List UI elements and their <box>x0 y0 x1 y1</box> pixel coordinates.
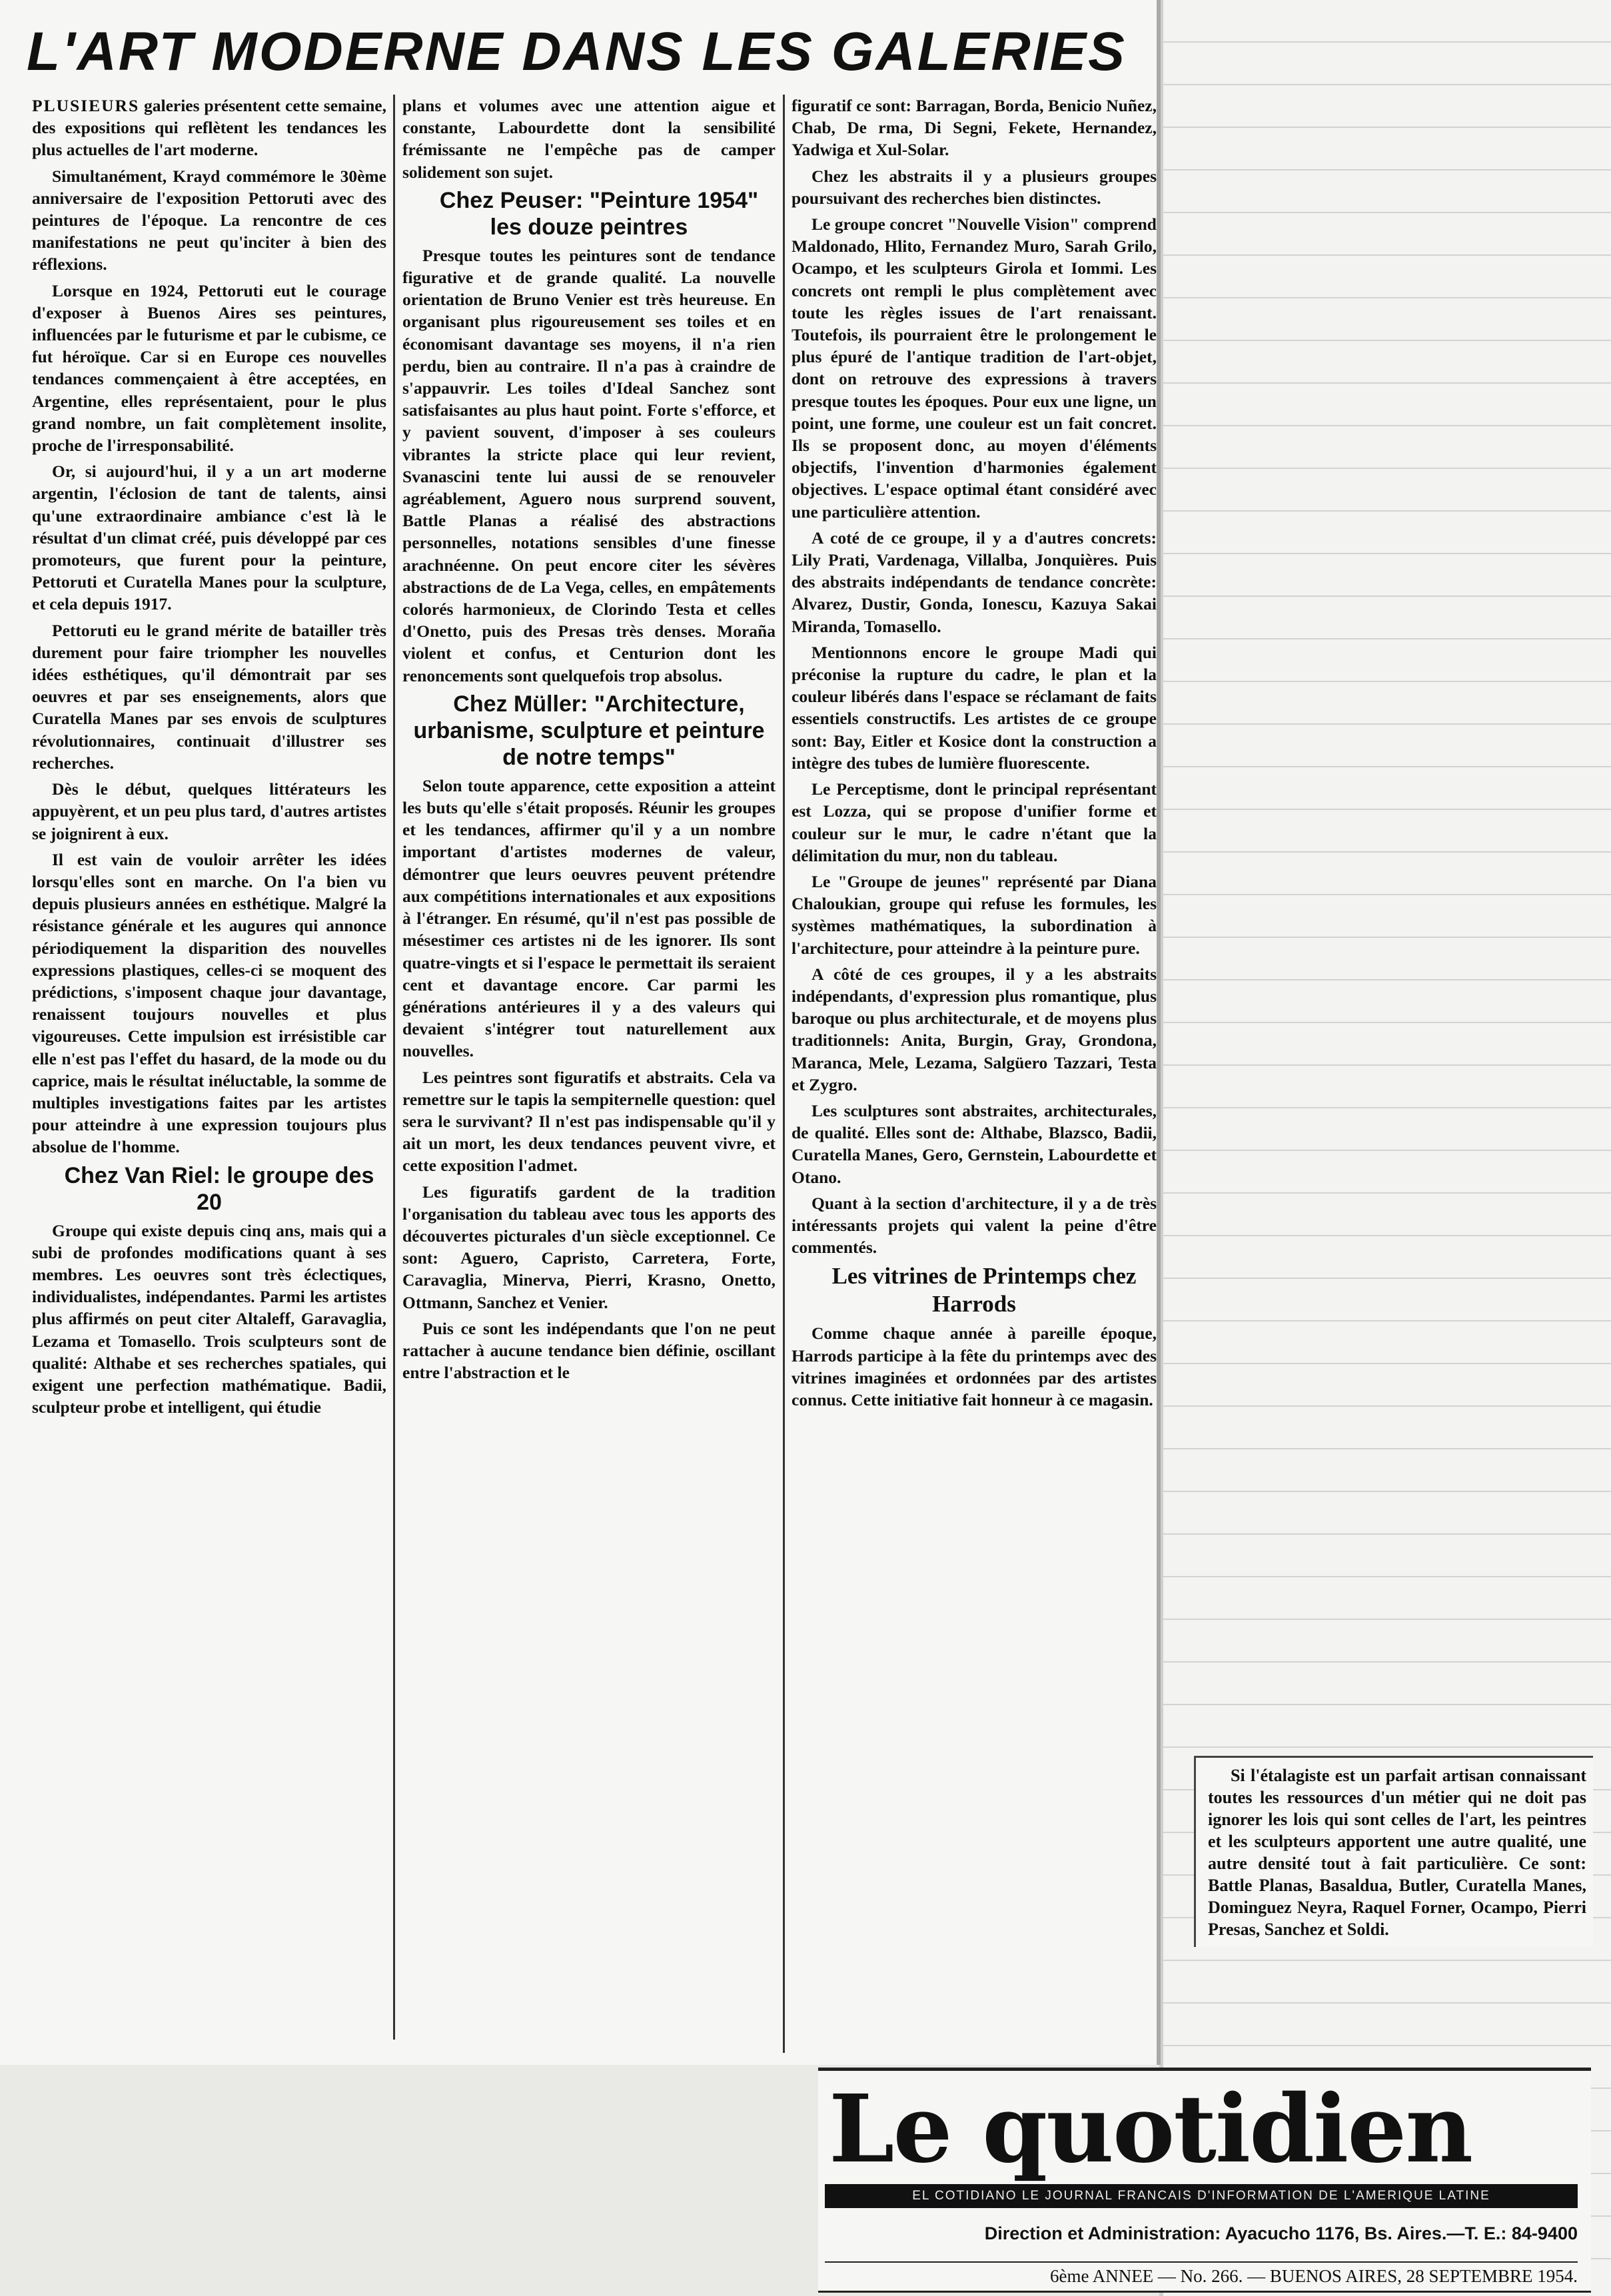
lead-paragraph <box>32 95 386 161</box>
paragraph: Puis ce sont les indépendants que l'on ne peut rattacher à aucune tendance bien définie, oscillant entre l'abstraction et le <box>402 1318 776 1383</box>
paragraph: A coté de ce groupe, il y a d'autres concrets: Lily Prati, Vardenaga, Villalba, Jonquières. Puis des abstraits indépendants de tendance concrète: Alvarez, Dustir, Gonda, Ionescu, Kazuya Sakai Miranda, Tomasello. <box>792 528 1157 636</box>
paragraph: Selon toute apparence, cette exposition a atteint les buts qu'elle s'était proposés. Réunir les groupes et les tendances, affirmer qu'il y a un nombre important d'artistes modernes de valeur, démontrer que leurs oeuvres peuvent prétendre aux compétitions internationales et aux expositions à l'étranger. En résumé, qu'il n'est pas possible de mésestimer ces artistes ni de les ignorer. Ils sont quatre-vingts et si l'espace le permettait ils seraient cent et davantage encore. Car parmi les générations antérieures il y a des valeurs qui devaient s'intégrer tout naturellement aux nouvelles. <box>402 775 776 1061</box>
article-headline: L'ART MODERNE DANS LES GALERIES <box>27 21 1127 82</box>
paragraph: figuratif ce sont: Barragan, Borda, Benicio Nuñez, Chab, De rma, Di Segni, Fekete, Hernandez, Yadwiga et Xul-Solar. <box>792 96 1157 160</box>
paragraph: Les figuratifs gardent de la tradition l'organisation du tableau avec tous les apports des découvertes picturales d'un siècle exceptionnel. Ce sont: Aguero, Capristo, Carretera, Forte, Caravaglia, Minerva, Pierri, Krasno, Onetto, Ottmann, Sanchez et Venier. <box>402 1182 776 1312</box>
paragraph: Dès le début, quelques littérateurs les appuyèrent, et un peu plus tard, d'autres artistes se joignirent à eux. <box>32 779 386 843</box>
column-rule <box>783 95 785 2053</box>
paragraph: Les sculptures sont abstraites, architecturales, de qualité. Elles sont de: Althabe, Blazsco, Badii, Curatella Manes, Gero, Gernstein, Labourdette et Otano. <box>792 1100 1157 1187</box>
paragraph: Chez les abstraits il y a plusieurs groupes poursuivant des recherches bien distinctes. <box>792 166 1157 208</box>
paragraph: Il est vain de vouloir arrêter les idées lorsqu'elles sont en marche. On l'a bien vu depuis plusieurs années en esthétique. Malgré la résistance générale et les augures qui annonce périodiquement la disparition des nouvelles expressions plastiques, celles-ci se moquent des prédictions, s'imposent chaque jour davantage, renaissent toujours nouvelles et plus vigoureuses. Cette impulsion est irrésistible car elle n'est pas l'effet du hasard, de la mode ou du caprice, mais le résultat inéluctable, la somme de multiples investigations faites par les artistes pour atteindre à une expression toujours plus absolue de l'homme. <box>32 849 386 1157</box>
article-column-3 <box>792 95 1157 1415</box>
paragraph: plans et volumes avec une attention aigue et constante, Labourdette dont la sensibilité frémissante ne l'empêche pas de camper solidement son sujet. <box>402 96 776 182</box>
masthead-issue-date: 6ème ANNEE — No. 266. — BUENOS AIRES, 28 SEPTEMBRE 1954. <box>825 2261 1578 2289</box>
paragraph: Presque toutes les peintures sont de tendance figurative et de grande qualité. La nouvelle orientation de Bruno Venier est très heureuse. En organisant plus rigoureusement ses toiles et en économisant davantage ses moyens, il n'a rien perdu, bien au contraire. Il n'a pas à craindre de s'appauvrir. Les toiles d'Ideal Sanchez sont satisfaisantes au plus haut point. Forte s'efforce, et y pavient souvent, d'imposer à ses couleurs vibrantes la stricte place qui leur revient, Svanascini tente lui aussi de se renouveler agréablement, Aguero nous surprend souvent, Battle Planas a réalisé des abstractions personnelles, notations sensibles d'une finesse arachnéenne. On peut encore citer les sévères abstractions de de La Vega, celles, en empâtements colorés harmonieux, de Clorindo Testa et celles d'Onetto, puis des Presas très denses. Moraña violent et confus, et Centurion dont les renoncements sont quelquefois trop absolus. <box>402 245 776 685</box>
column-rule <box>393 95 395 2040</box>
paragraph: Or, si aujourd'hui, il y a un art moderne argentin, l'éclosion de tant de talents, ainsi qu'une extraordinaire ambiance c'est là le résultat d'un climat créé, puis développé par ces promoteurs, que furent pour la peinture, Pettoruti et Curatella Manes pour la sculpture, et cela depuis 1917. <box>32 462 386 614</box>
newspaper-masthead <box>818 2068 1591 2293</box>
article-column-1 <box>32 95 386 1422</box>
lead-paragraph-2: Simultanément, Krayd commémore le 30ème anniversaire de l'exposition Pettoruti avec des peintures de l'époque. La rencontre de ces manifestations ne peut qu'inciter à bien des réflexions. <box>32 166 386 274</box>
clipping-edge <box>1157 0 1161 2065</box>
masthead-tagline: EL COTIDIANO LE JOURNAL FRANCAIS D'INFORMATION DE L'AMERIQUE LATINE <box>825 2184 1578 2208</box>
paragraph: Pettoruti eu le grand mérite de batailler très durement pour faire triompher les nouvelles idées esthétiques, qu'il démontrait par ses oeuvres et par ses enseignements, alors que Curatella Manes par ses envois de sculptures révolutionnaires, continuait d'illustrer ses recherches. <box>32 620 386 773</box>
section-heading: Chez Van Riel: le groupe des 20 <box>64 1162 374 1215</box>
paragraph: Quant à la section d'architecture, il y a de très intéressants projets qui valent la peine d'être commentés. <box>792 1193 1157 1258</box>
masthead-title: Le quotidien <box>829 2075 1472 2184</box>
paragraph: Mentionnons encore le groupe Madi qui préconise la rupture du cadre, le plan et la couleur libérés dans l'espace se réclamant de faits essentiels constructifs. Les artistes de ce groupe sont: Bay, Eitler et Kosice dont la construction a intègre des tubes de lumière fluorescente. <box>792 642 1157 773</box>
lead-text: galeries présentent cette semaine, des expositions qui reflètent les tendances les plus actuelles de l'art moderne. <box>32 96 386 160</box>
article-column-2 <box>402 95 776 1387</box>
paragraph: Le Perceptisme, dont le principal représentant est Lozza, qui se propose d'unifier forme et couleur sur le mur, le cadre n'étant que la délimitation du mur, non du tableau. <box>792 779 1157 865</box>
section-heading: Chez Peuser: "Peinture 1954" les douze peintres <box>439 187 759 240</box>
section-heading: Les vitrines de Printemps chez Harrods <box>831 1263 1137 1318</box>
paragraph: Les peintres sont figuratifs et abstraits. Cela va remettre sur le tapis la sempiternelle question: quel sera le survivant? Il n'est pas indispensable qu'il y ait un mort, les deux tendances peuvent vivre, et cette exposition l'admet. <box>402 1067 776 1176</box>
boxed-paragraph: Si l'étalagiste est un parfait artisan connaissant toutes les ressources d'un métier qui ne doit pas ignorer les lois qui sont celles de l'art, les peintres et les sculpteurs apportent une autre qualité, une autre densité tout à fait particulière. Ce sont: Battle Planas, Basaldua, Butler, Curatella Manes, Dominguez Neyra, Raquel Forner, Ocampo, Pierri Presas, Sanchez et Soldi. <box>1208 1766 1586 1939</box>
masthead-address: Direction et Administration: Ayacucho 1176, Bs. Aires.—T. E.: 84-9400 <box>984 2223 1578 2243</box>
paragraph: Le "Groupe de jeunes" représenté par Diana Chaloukian, groupe qui refuse les formules, les systèmes mathématiques, la subordination à l'architecture, pour atteindre à la peinture pure. <box>792 871 1157 958</box>
paragraph: A côté de ces groupes, il y a les abstraits indépendants, d'expression plus romantique, plus baroque ou plus architecturale, et de moyens plus traditionnels: Anita, Burgin, Gray, Grondona, Maranca, Mele, Lezama, Salgüero Tazzari, Testa et Zygro. <box>792 964 1157 1094</box>
notebook-paper <box>1159 0 1611 2296</box>
paragraph: Comme chaque année à pareille époque, Harrods participe à la fête du printemps avec des vitrines imaginées et ordonnées par des artistes connus. Cette initiative fait honneur à ce magasin. <box>792 1324 1157 1409</box>
paragraph: Groupe qui existe depuis cinq ans, mais qui a subi de profondes modifications quant à ses membres. Les oeuvres sont très éclectiques, individualistes, indépendantes. Parmi les artistes plus affirmés on peut citer Altaleff, Garavaglia, Lezama et Tomasello. Trois sculpteurs sont de qualité: Althabe et ses recherches spatiales, qui exigent une perfection mathématique. Badii, sculpteur probe et intelligent, qui étudie <box>32 1220 386 1417</box>
paragraph: Le groupe concret "Nouvelle Vision" comprend Maldonado, Hlito, Fernandez Muro, Sarah Grilo, Ocampo, et les sculpteurs Girola et Iommi. Les concrets ont rempli le plus complètement avec toute les règles issues de l'art renaissant. Toutefois, ils pourraient être le prolongement le plus épuré de l'antique tradition de l'art-objet, dont on retrouve des expressions à travers presque toutes les époques. Pour eux une ligne, un point, une forme, une couleur est un fait concret. Ils se proposent donc, au moyen d'éléments objectifs, l'invention d'harmonies également objectives. L'espace optimal étant considéré avec une particulière attention. <box>792 214 1157 522</box>
lead-capitals: PLUSIEURS <box>32 96 140 115</box>
section-heading: Chez Müller: "Architecture, urbanisme, sculpture et peinture de notre temps" <box>413 691 765 770</box>
boxed-continuation <box>1194 1756 1593 1947</box>
paragraph: Lorsque en 1924, Pettoruti eut le courage d'exposer à Buenos Aires ses peintures, influencées par le futurisme et par le cubisme, ce fut héroïque. Car si en Europe ces nouvelles tendances commençaient à être acceptées, en Argentine, elles représentaient, pour le plus grand nombre, un fait complètement insolite, proche de l'irresponsabilité. <box>32 280 386 456</box>
